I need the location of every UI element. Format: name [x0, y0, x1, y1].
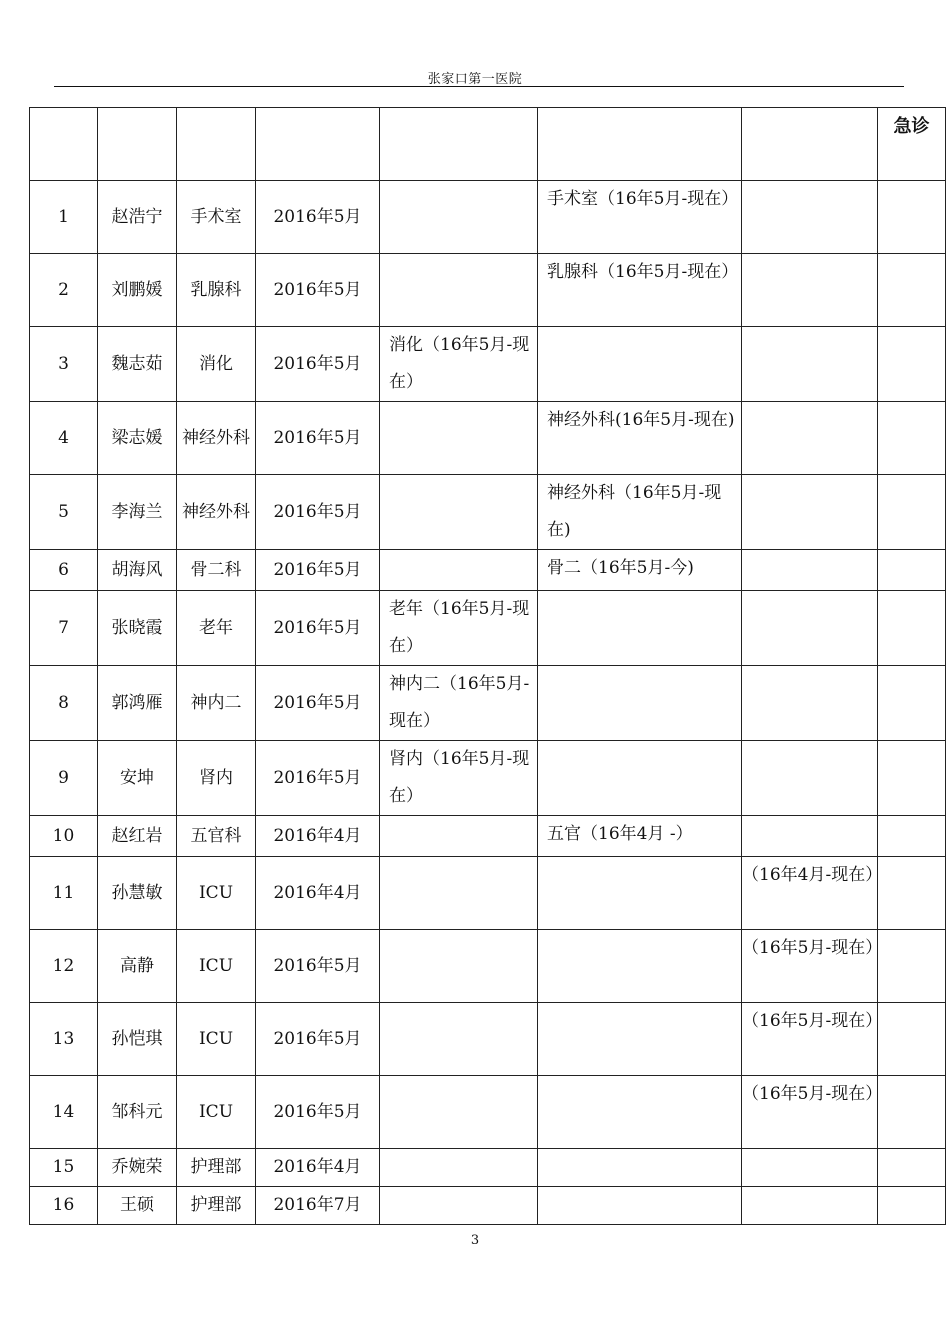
assignment-col8 — [878, 1076, 946, 1149]
start-date: 2016年5月 — [256, 741, 380, 816]
header-cell — [538, 108, 742, 181]
header-cell — [256, 108, 380, 181]
assignment-col8 — [878, 1187, 946, 1225]
assignment-col7: （16年4月-现在） — [742, 857, 878, 930]
assignment-col8 — [878, 930, 946, 1003]
table-row — [30, 1187, 946, 1225]
assignment-col6: 手术室（16年5月-现在） — [538, 181, 742, 254]
start-date: 2016年4月 — [256, 816, 380, 857]
header-cell-emergency: 急诊 — [878, 108, 946, 181]
assignment-col5: 肾内（16年5月-现在） — [380, 741, 538, 816]
department: 老年 — [177, 591, 256, 666]
staff-name: 乔婉荣 — [98, 1149, 177, 1187]
assignment-col6 — [538, 857, 742, 930]
assignment-col5 — [380, 1149, 538, 1187]
assignment-col7: （16年5月-现在） — [742, 1076, 878, 1149]
staff-name: 胡海风 — [98, 550, 177, 591]
row-number: 12 — [30, 930, 98, 1003]
assignment-col7 — [742, 741, 878, 816]
assignment-col6: 骨二（16年5月-今) — [538, 550, 742, 591]
start-date: 2016年5月 — [256, 327, 380, 402]
header-cell — [742, 108, 878, 181]
row-number: 4 — [30, 402, 98, 475]
assignment-col8 — [878, 550, 946, 591]
table-row — [30, 327, 946, 402]
assignment-col6 — [538, 930, 742, 1003]
row-number: 7 — [30, 591, 98, 666]
table-row — [30, 475, 946, 550]
table-row — [30, 1003, 946, 1076]
assignment-col6: 神经外科(16年5月-现在) — [538, 402, 742, 475]
assignment-col6: 神经外科（16年5月-现在) — [538, 475, 742, 550]
assignment-col5 — [380, 181, 538, 254]
table-row — [30, 254, 946, 327]
table-row — [30, 666, 946, 741]
table-row — [30, 181, 946, 254]
row-number: 14 — [30, 1076, 98, 1149]
staff-name: 邹科元 — [98, 1076, 177, 1149]
assignment-col5 — [380, 816, 538, 857]
staff-name: 魏志茹 — [98, 327, 177, 402]
assignment-col8 — [878, 857, 946, 930]
assignment-col7: （16年5月-现在） — [742, 1003, 878, 1076]
assignment-col7 — [742, 591, 878, 666]
assignment-col5 — [380, 1076, 538, 1149]
row-number: 2 — [30, 254, 98, 327]
start-date: 2016年7月 — [256, 1187, 380, 1225]
staff-name: 梁志媛 — [98, 402, 177, 475]
row-number: 6 — [30, 550, 98, 591]
assignment-col5 — [380, 475, 538, 550]
assignment-col6 — [538, 1149, 742, 1187]
start-date: 2016年5月 — [256, 475, 380, 550]
assignment-col5: 消化（16年5月-现在） — [380, 327, 538, 402]
table-row — [30, 402, 946, 475]
assignment-col7 — [742, 475, 878, 550]
assignment-col5 — [380, 930, 538, 1003]
assignment-col6 — [538, 741, 742, 816]
department: ICU — [177, 1076, 256, 1149]
start-date: 2016年5月 — [256, 254, 380, 327]
assignment-col7 — [742, 181, 878, 254]
assignment-col8 — [878, 254, 946, 327]
department: ICU — [177, 857, 256, 930]
row-number: 8 — [30, 666, 98, 741]
assignment-col6 — [538, 1076, 742, 1149]
department: 乳腺科 — [177, 254, 256, 327]
assignment-col5: 神内二（16年5月-现在） — [380, 666, 538, 741]
department: 神经外科 — [177, 475, 256, 550]
assignment-col8 — [878, 181, 946, 254]
table-row — [30, 591, 946, 666]
staff-name: 高静 — [98, 930, 177, 1003]
table-header-row — [30, 108, 946, 181]
start-date: 2016年4月 — [256, 1149, 380, 1187]
department: 手术室 — [177, 181, 256, 254]
row-number: 16 — [30, 1187, 98, 1225]
assignment-col7 — [742, 550, 878, 591]
staff-name: 孙恺琪 — [98, 1003, 177, 1076]
staff-name: 孙慧敏 — [98, 857, 177, 930]
assignment-col8 — [878, 816, 946, 857]
department: 消化 — [177, 327, 256, 402]
table-row — [30, 857, 946, 930]
assignment-col7 — [742, 254, 878, 327]
staff-name: 赵红岩 — [98, 816, 177, 857]
start-date: 2016年5月 — [256, 591, 380, 666]
row-number: 15 — [30, 1149, 98, 1187]
assignment-col5 — [380, 1187, 538, 1225]
assignment-col7: （16年5月-现在） — [742, 930, 878, 1003]
start-date: 2016年5月 — [256, 666, 380, 741]
department: 护理部 — [177, 1187, 256, 1225]
header-divider — [54, 86, 904, 87]
assignment-col8 — [878, 741, 946, 816]
header-cell — [177, 108, 256, 181]
staff-name: 张晓霞 — [98, 591, 177, 666]
row-number: 9 — [30, 741, 98, 816]
assignment-col5 — [380, 254, 538, 327]
assignment-col7 — [742, 402, 878, 475]
assignment-col6 — [538, 591, 742, 666]
staff-name: 郭鸿雁 — [98, 666, 177, 741]
staff-name: 王硕 — [98, 1187, 177, 1225]
table-row — [30, 550, 946, 591]
department: ICU — [177, 930, 256, 1003]
document-header-title: 张家口第一医院 — [427, 72, 523, 87]
table-row — [30, 741, 946, 816]
assignment-col6: 五官（16年4月 -） — [538, 816, 742, 857]
assignment-col8 — [878, 402, 946, 475]
department: 神内二 — [177, 666, 256, 741]
start-date: 2016年5月 — [256, 402, 380, 475]
staff-roster-table — [29, 107, 946, 1225]
table-row — [30, 1076, 946, 1149]
row-number: 10 — [30, 816, 98, 857]
header-cell — [98, 108, 177, 181]
assignment-col7 — [742, 327, 878, 402]
row-number: 5 — [30, 475, 98, 550]
department: 骨二科 — [177, 550, 256, 591]
assignment-col8 — [878, 666, 946, 741]
department: 神经外科 — [177, 402, 256, 475]
assignment-col7 — [742, 666, 878, 741]
start-date: 2016年4月 — [256, 857, 380, 930]
row-number: 11 — [30, 857, 98, 930]
staff-name: 赵浩宁 — [98, 181, 177, 254]
page-number: 3 — [470, 1233, 480, 1248]
assignment-col7 — [742, 1149, 878, 1187]
department: 护理部 — [177, 1149, 256, 1187]
table-row — [30, 930, 946, 1003]
row-number: 13 — [30, 1003, 98, 1076]
row-number: 3 — [30, 327, 98, 402]
assignment-col6 — [538, 1003, 742, 1076]
department: ICU — [177, 1003, 256, 1076]
start-date: 2016年5月 — [256, 1003, 380, 1076]
header-cell — [380, 108, 538, 181]
assignment-col8 — [878, 1003, 946, 1076]
assignment-col5 — [380, 402, 538, 475]
start-date: 2016年5月 — [256, 550, 380, 591]
assignment-col7 — [742, 816, 878, 857]
start-date: 2016年5月 — [256, 181, 380, 254]
table-row — [30, 816, 946, 857]
assignment-col6 — [538, 1187, 742, 1225]
assignment-col8 — [878, 327, 946, 402]
department: 五官科 — [177, 816, 256, 857]
assignment-col6 — [538, 327, 742, 402]
row-number: 1 — [30, 181, 98, 254]
assignment-col5 — [380, 1003, 538, 1076]
assignment-col5: 老年（16年5月-现在） — [380, 591, 538, 666]
staff-name: 李海兰 — [98, 475, 177, 550]
assignment-col7 — [742, 1187, 878, 1225]
department: 肾内 — [177, 741, 256, 816]
staff-name: 刘鹏媛 — [98, 254, 177, 327]
start-date: 2016年5月 — [256, 930, 380, 1003]
table-row — [30, 1149, 946, 1187]
staff-name: 安坤 — [98, 741, 177, 816]
header-cell — [30, 108, 98, 181]
assignment-col8 — [878, 1149, 946, 1187]
assignment-col8 — [878, 475, 946, 550]
start-date: 2016年5月 — [256, 1076, 380, 1149]
assignment-col5 — [380, 857, 538, 930]
assignment-col6: 乳腺科（16年5月-现在） — [538, 254, 742, 327]
assignment-col8 — [878, 591, 946, 666]
assignment-col6 — [538, 666, 742, 741]
assignment-col5 — [380, 550, 538, 591]
